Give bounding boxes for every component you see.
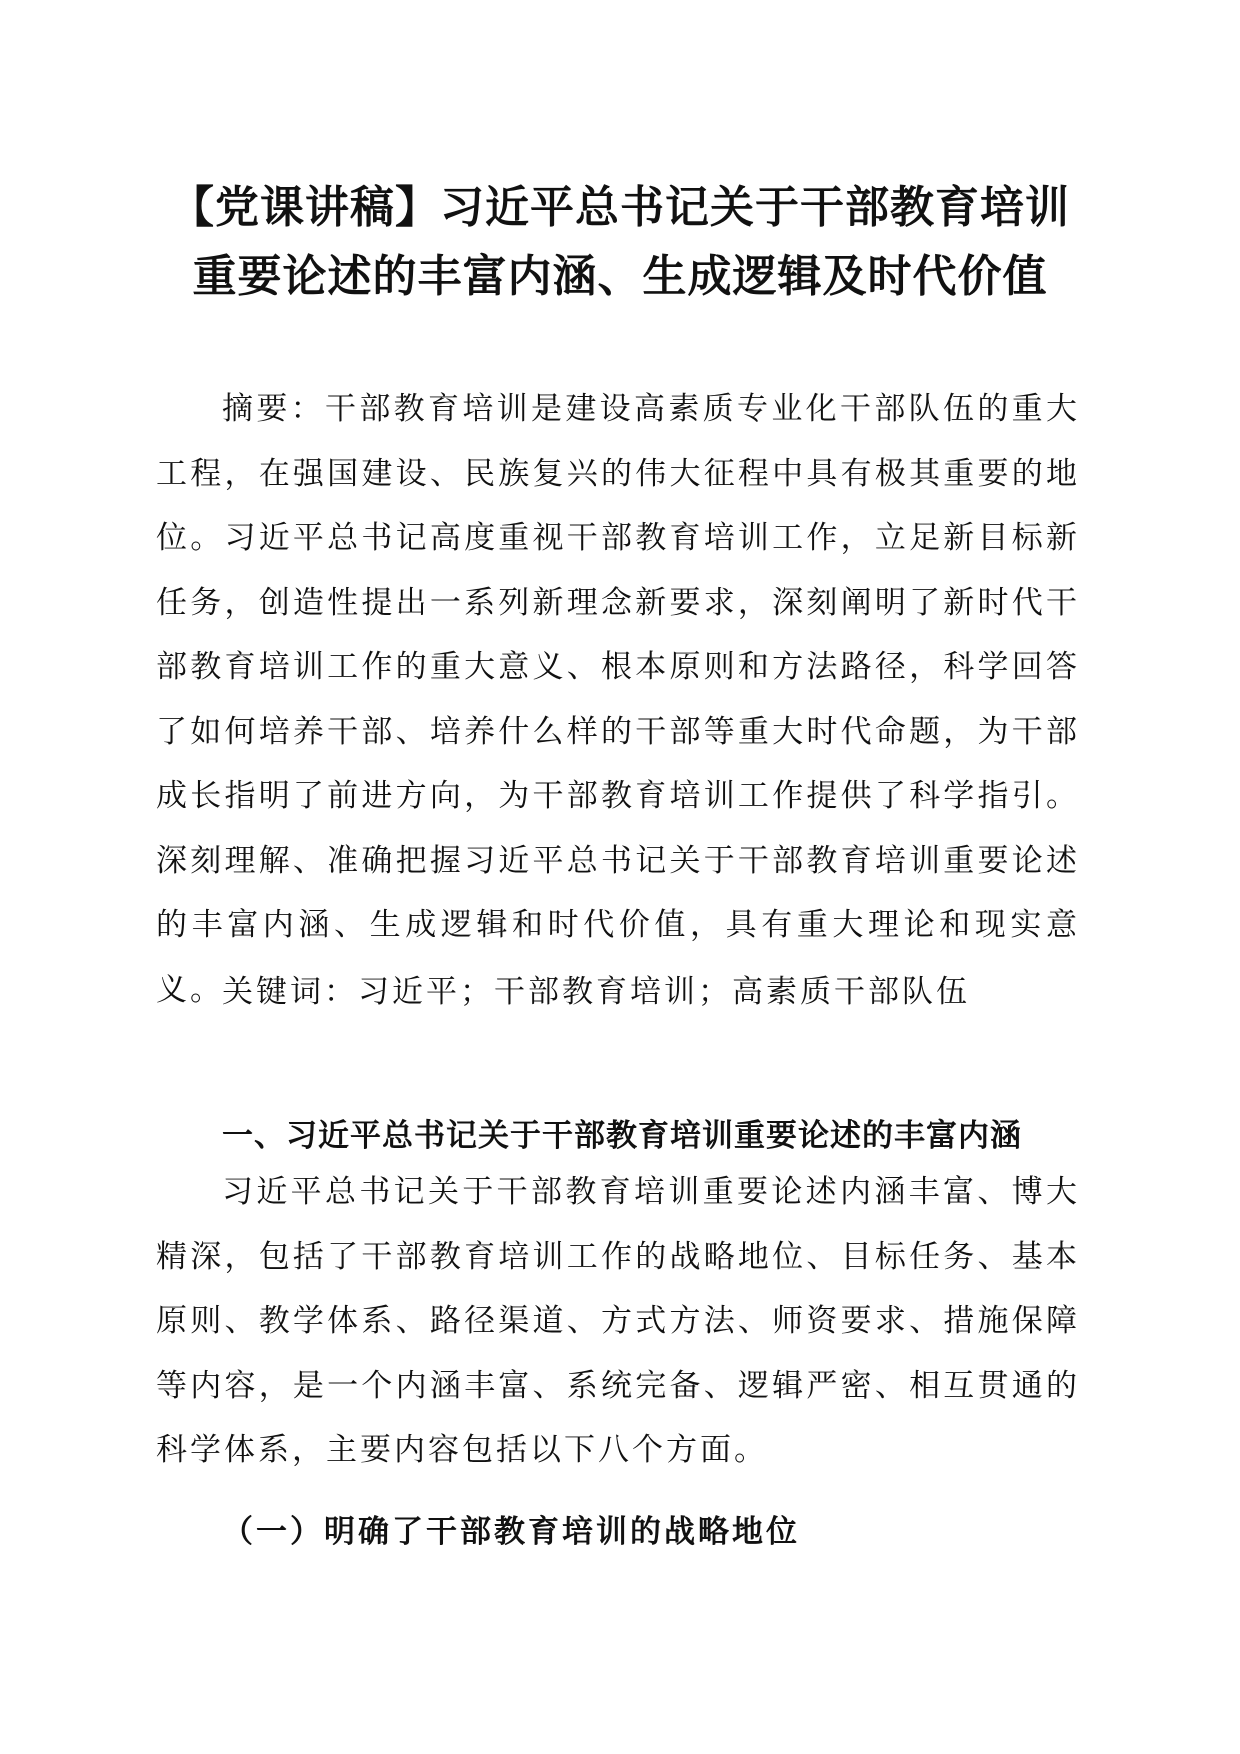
- subsection-1-heading: （一）明确了干部教育培训的战略地位: [222, 1514, 800, 1550]
- keywords-line: 关键词：习近平；干部教育培训；高素质干部队伍: [222, 974, 970, 1010]
- abstract-paragraph: 摘要：干部教育培训是建设高素质专业化干部队伍的重大工程，在强国建设、民族复兴的伟大征程中具有极其重要的地位。习近平总书记高度重视干部教育培训工作，立足新目标新任务，创造性提出一系列新理念新要求，深刻阐明了新时代干部教育培训工作的重大意义、根本原则和方法路径，科学回答了如何培养干部、培养什么样的干部等重大时代命题，为干部成长指明了前进方向，为干部教育培训工作提供了科学指引。深刻理解、准确把握习近平总书记关于干部教育培训重要论述的丰富内涵、生成逻辑和时代价值，具有重大理论和现实意义。: [156, 391, 1080, 1008]
- section-1-intro-paragraph: 习近平总书记关于干部教育培训重要论述内涵丰富、博大精深，包括了干部教育培训工作的战略地位、目标任务、基本原则、教学体系、路径渠道、方式方法、师资要求、措施保障等内容，是一个内涵丰富、系统完备、逻辑严密、相互贯通的科学体系，主要内容包括以下八个方面。: [156, 1174, 1080, 1468]
- document-title-line1: 【党课讲稿】习近平总书记关于干部教育培训: [170, 182, 1070, 233]
- section-1-heading: 一、习近平总书记关于干部教育培训重要论述的丰富内涵: [222, 1118, 1022, 1154]
- document-title-line2: 重要论述的丰富内涵、生成逻辑及时代价值: [192, 251, 1048, 302]
